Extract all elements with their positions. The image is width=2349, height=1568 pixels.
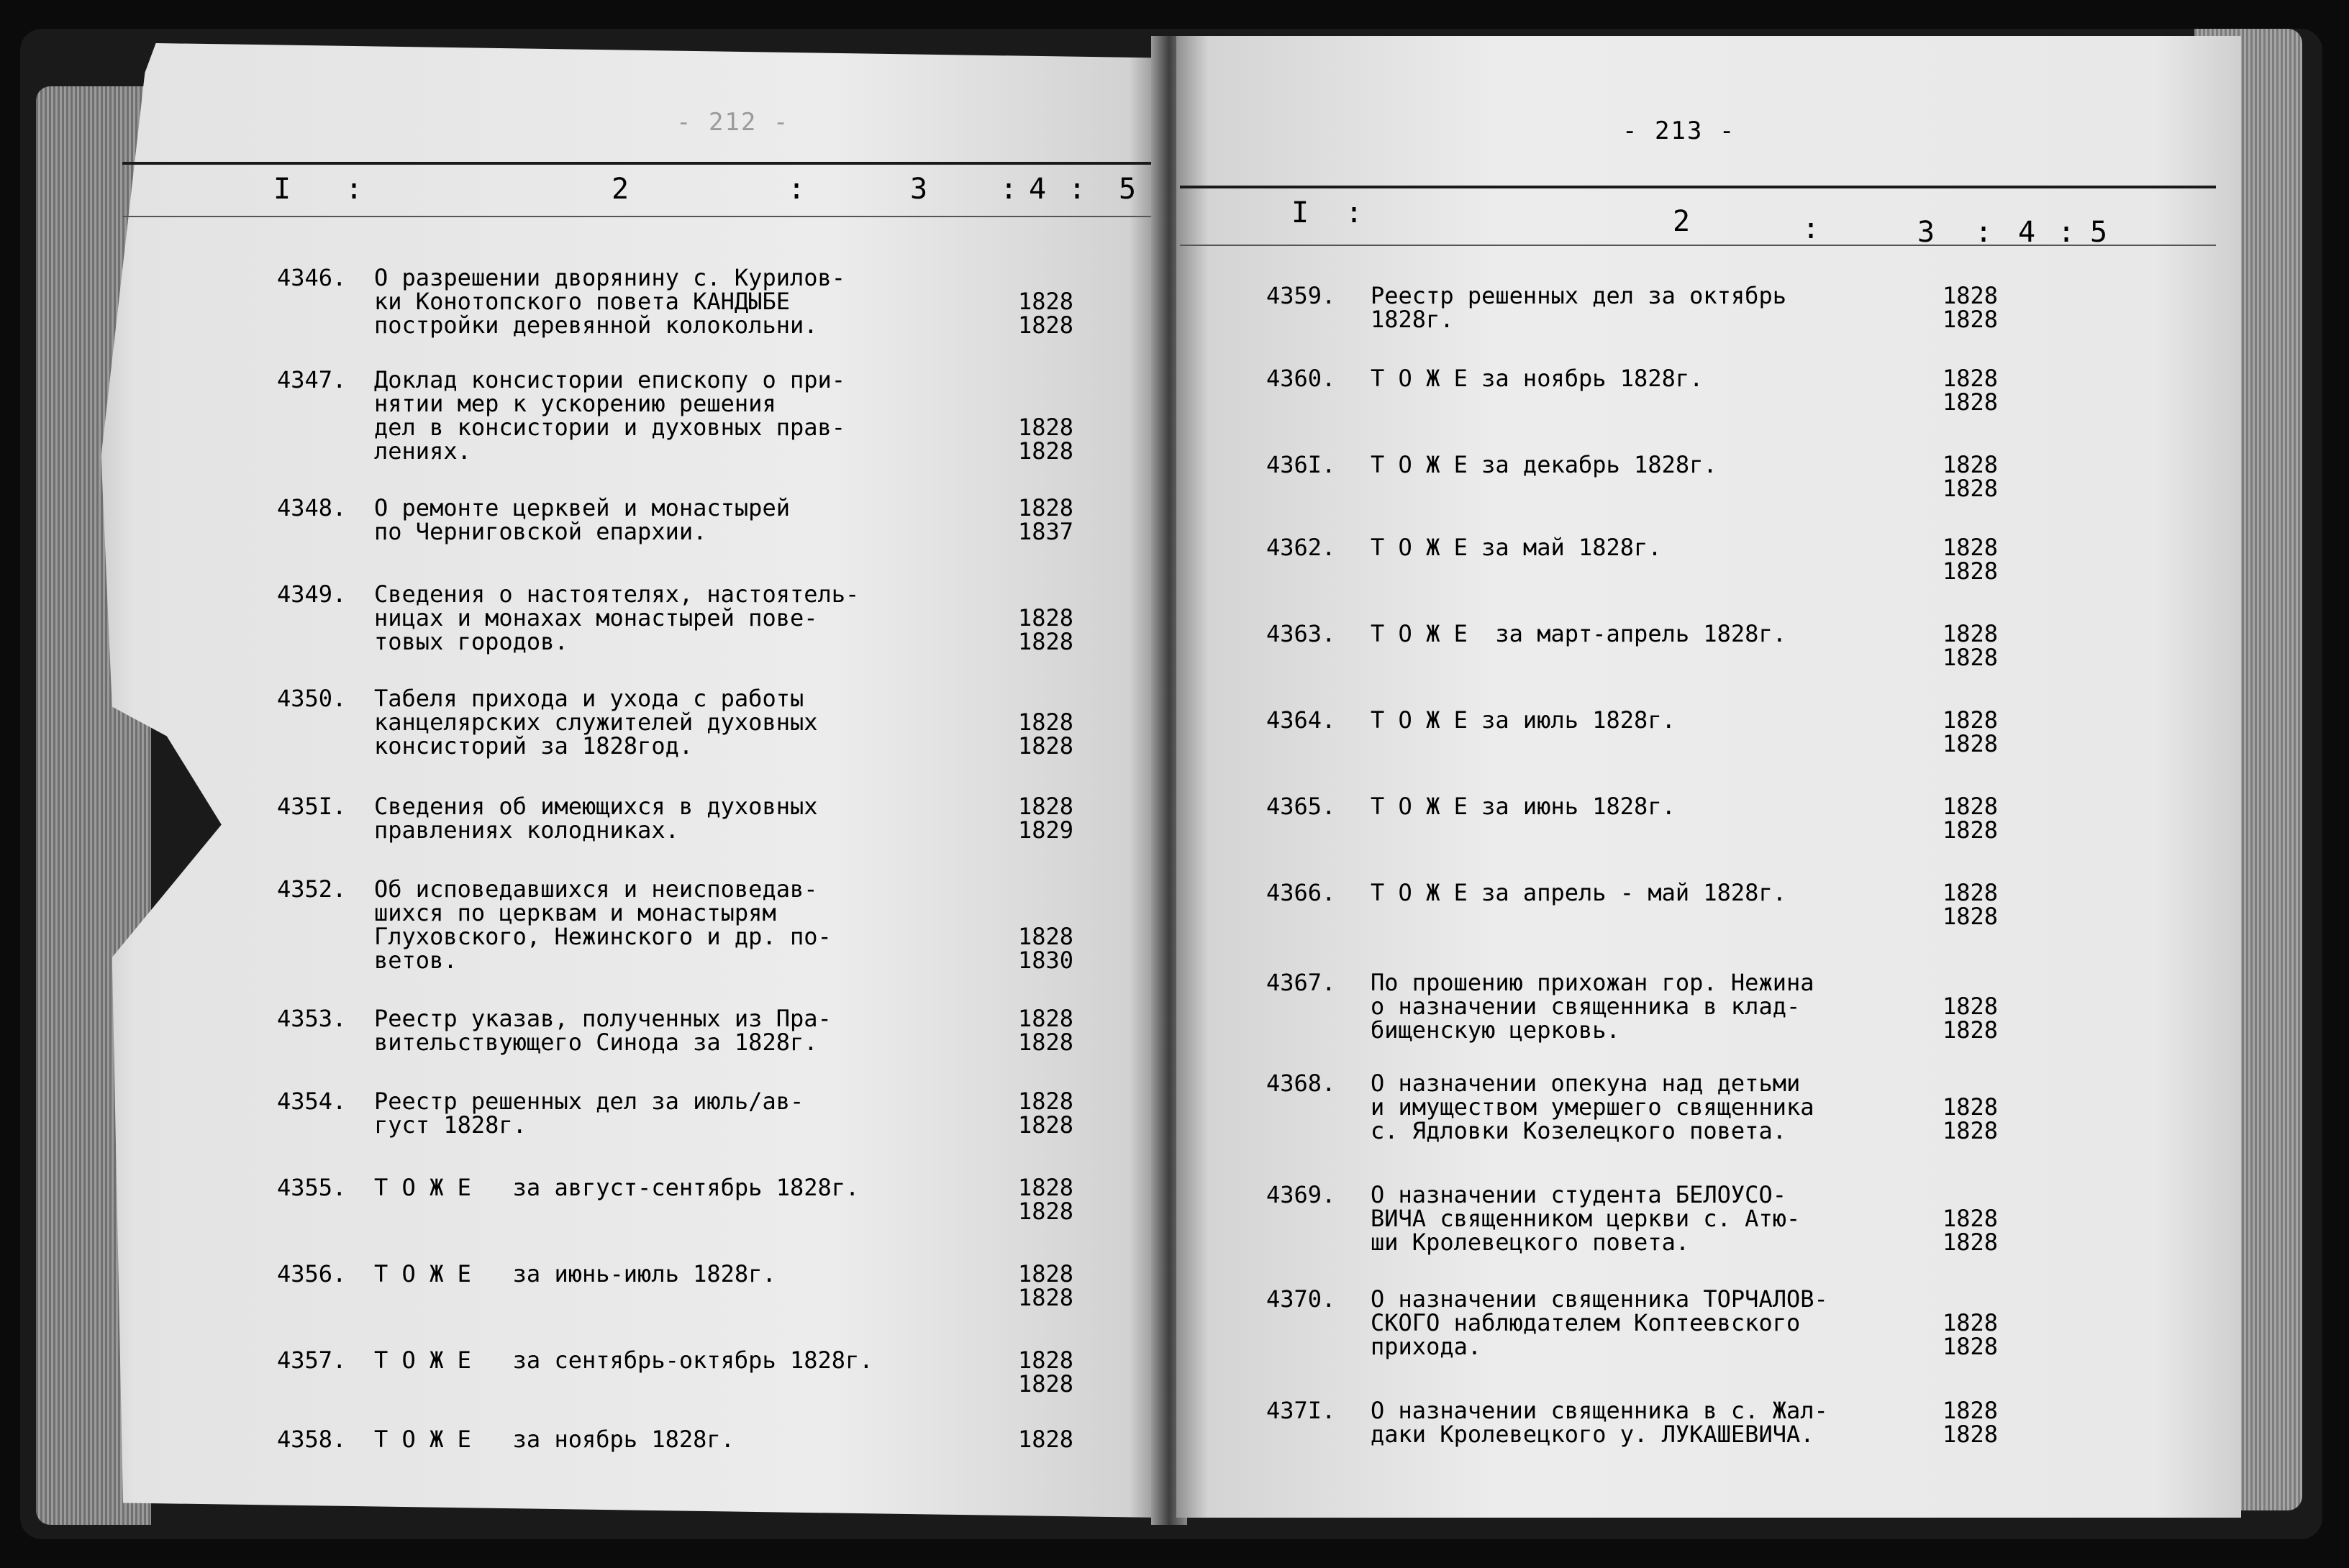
entry-years: 1828 1828 — [1943, 1093, 1999, 1144]
entry-number: 4362. — [1266, 534, 1336, 561]
entry-title: Т О Ж Е за сентябрь-октябрь 1828г. — [374, 1346, 873, 1374]
entry-number: 4357. — [277, 1346, 347, 1374]
entry-number: 4365. — [1266, 793, 1336, 820]
right-col-sep-3: : — [1975, 216, 1993, 249]
entry-years: 1828 1828 — [1943, 1205, 1999, 1256]
entry-years: 1828 1828 — [1943, 451, 1999, 502]
entry-years: 1828 1828 — [1018, 1174, 1074, 1225]
right-col-sep-2: : — [1802, 212, 1820, 245]
entry-years: 1828 1828 — [1018, 414, 1074, 465]
entry-number: 4369. — [1266, 1181, 1336, 1208]
entry-years: 1828 1830 — [1018, 923, 1074, 974]
entry-number: 4350. — [277, 685, 347, 712]
entry-years: 1828 1828 — [1943, 282, 1999, 333]
entry-years: 1828 1828 — [1943, 706, 1999, 757]
entry-number: 4353. — [277, 1005, 347, 1032]
entry-number: 4368. — [1266, 1070, 1336, 1097]
entry-number: 4358. — [277, 1426, 347, 1453]
entry-title: Т О Ж Е за июнь 1828г. — [1371, 793, 1676, 820]
entry-years: 1828 1828 — [1943, 879, 1999, 930]
entry-number: 4370. — [1266, 1285, 1336, 1313]
entry-title: Т О Ж Е за июнь-июль 1828г. — [374, 1260, 776, 1287]
entry-years: 1828 1828 — [1943, 1397, 1999, 1448]
entry-title: Об исповедавшихся и неисповедав- шихся по церквам и монастырям Глуховского, Нежинского и др. по- ветов. — [374, 875, 832, 974]
right-col-sep-1: : — [1345, 196, 1363, 229]
entry-title: О назначении священника ТОРЧАЛОВ- СКОГО наблюдателем Коптеевского прихода. — [1371, 1285, 1828, 1360]
entry-title: О ремонте церквей и монастырей по Черниговской епархии. — [374, 494, 790, 545]
right-col-3: 3 — [1917, 216, 1935, 249]
entry-number: 4346. — [277, 264, 347, 291]
entry-title: Табеля прихода и ухода с работы канцелярских служителей духовных консисторий за 1828год. — [374, 685, 818, 760]
entry-title: О назначении опекуна над детьми и имуществом умершего священника с. Ядловки Козелецкого повета. — [1371, 1070, 1814, 1144]
entry-title: Т О Ж Е за ноябрь 1828г. — [1371, 365, 1704, 392]
left-col-2: 2 — [612, 173, 630, 206]
left-col-5: 5 — [1119, 173, 1137, 206]
entry-number: 4347. — [277, 366, 347, 393]
entry-years: 1828 1828 — [1018, 1346, 1074, 1398]
entry-years: 1828 1828 — [1018, 604, 1074, 655]
entry-years: 1828 1828 — [1018, 288, 1074, 339]
entry-number: 4354. — [277, 1088, 347, 1115]
entry-years: 1828 1828 — [1943, 534, 1999, 585]
right-col-4: 4 — [2018, 216, 2036, 249]
entry-years: 1828 — [1018, 1426, 1074, 1453]
entry-years: 1828 1829 — [1018, 793, 1074, 844]
left-col-sep-2: : — [788, 173, 806, 206]
entry-title: О разрешении дворянину с. Курилов- ки Конотопского повета КАНДЫБЕ постройки деревянной колокольни. — [374, 264, 846, 339]
left-col-4: 4 — [1029, 173, 1047, 206]
entry-title: Т О Ж Е за декабрь 1828г. — [1371, 451, 1717, 478]
entry-title: Т О Ж Е за август-сентябрь 1828г. — [374, 1174, 860, 1201]
entry-number: 4355. — [277, 1174, 347, 1201]
right-col-5: 5 — [2090, 216, 2108, 249]
entry-years: 1828 1828 — [1018, 1088, 1074, 1139]
left-header-rule-bottom — [122, 216, 1151, 217]
left-col-sep-4: : — [1068, 173, 1086, 206]
entry-number: 4352. — [277, 875, 347, 903]
entry-number: 4348. — [277, 494, 347, 521]
entry-number: 4364. — [1266, 706, 1336, 734]
entry-years: 1828 1828 — [1943, 793, 1999, 844]
entry-years: 1828 1828 — [1943, 993, 1999, 1044]
entry-years: 1828 1828 — [1943, 620, 1999, 671]
entry-title: О назначении студента БЕЛОУСО- ВИЧА священником церкви с. Атю- ши Кролевецкого повета. — [1371, 1181, 1801, 1256]
entry-number: 4359. — [1266, 282, 1336, 309]
entry-title: Реестр решенных дел за октябрь 1828г. — [1371, 282, 1786, 333]
entry-title: Т О Ж Е за апрель - май 1828г. — [1371, 879, 1786, 906]
entry-title: Реестр решенных дел за июль/ав- густ 1828г. — [374, 1088, 804, 1139]
entry-years: 1828 1837 — [1018, 494, 1074, 545]
right-page-number: - 213 - — [1622, 117, 1736, 145]
entry-years: 1828 1828 — [1018, 1005, 1074, 1056]
entry-years: 1828 1828 — [1943, 365, 1999, 416]
entry-title: Сведения об имеющихся в духовных правлениях колодниках. — [374, 793, 818, 844]
right-col-sep-4: : — [2058, 216, 2076, 249]
entry-title: Сведения о настоятелях, настоятель- ницах и монахах монастырей пове- товых городов. — [374, 580, 860, 655]
entry-years: 1828 1828 — [1018, 1260, 1074, 1311]
entry-title: По прошению прихожан гор. Нежина о назначении священника в клад- бищенскую церковь. — [1371, 969, 1814, 1044]
entry-number: 435I. — [277, 793, 347, 820]
left-col-1: I — [273, 173, 291, 206]
right-col-2: 2 — [1673, 205, 1691, 238]
entry-number: 4367. — [1266, 969, 1336, 996]
left-page-number: - 212 - — [676, 108, 790, 137]
entry-years: 1828 1828 — [1943, 1309, 1999, 1360]
right-col-1: I — [1291, 196, 1309, 229]
entry-title: Реестр указав, полученных из Пра- вительствующего Синода за 1828г. — [374, 1005, 832, 1056]
entry-title: Т О Ж Е за март-апрель 1828г. — [1371, 620, 1786, 647]
left-col-3: 3 — [910, 173, 928, 206]
left-col-sep-3: : — [1000, 173, 1018, 206]
entry-title: Т О Ж Е за май 1828г. — [1371, 534, 1662, 561]
entry-title: Т О Ж Е за ноябрь 1828г. — [374, 1426, 735, 1453]
entry-number: 4360. — [1266, 365, 1336, 392]
right-header-rule-top — [1180, 186, 2216, 188]
left-col-sep-1: : — [345, 173, 363, 206]
left-header-rule-top — [122, 162, 1151, 165]
entry-number: 436I. — [1266, 451, 1336, 478]
entry-title: Доклад консистории епископу о при- нятии мер к ускорению решения дел в консистории и духовных прав- лениях. — [374, 366, 846, 465]
entry-number: 4366. — [1266, 879, 1336, 906]
entry-number: 4349. — [277, 580, 347, 608]
entry-years: 1828 1828 — [1018, 708, 1074, 760]
entry-title: О назначении священника в с. Жал- даки Кролевецкого у. ЛУКАШЕВИЧА. — [1371, 1397, 1828, 1448]
entry-number: 4363. — [1266, 620, 1336, 647]
entry-number: 4356. — [277, 1260, 347, 1287]
entry-title: Т О Ж Е за июль 1828г. — [1371, 706, 1676, 734]
entry-number: 437I. — [1266, 1397, 1336, 1424]
